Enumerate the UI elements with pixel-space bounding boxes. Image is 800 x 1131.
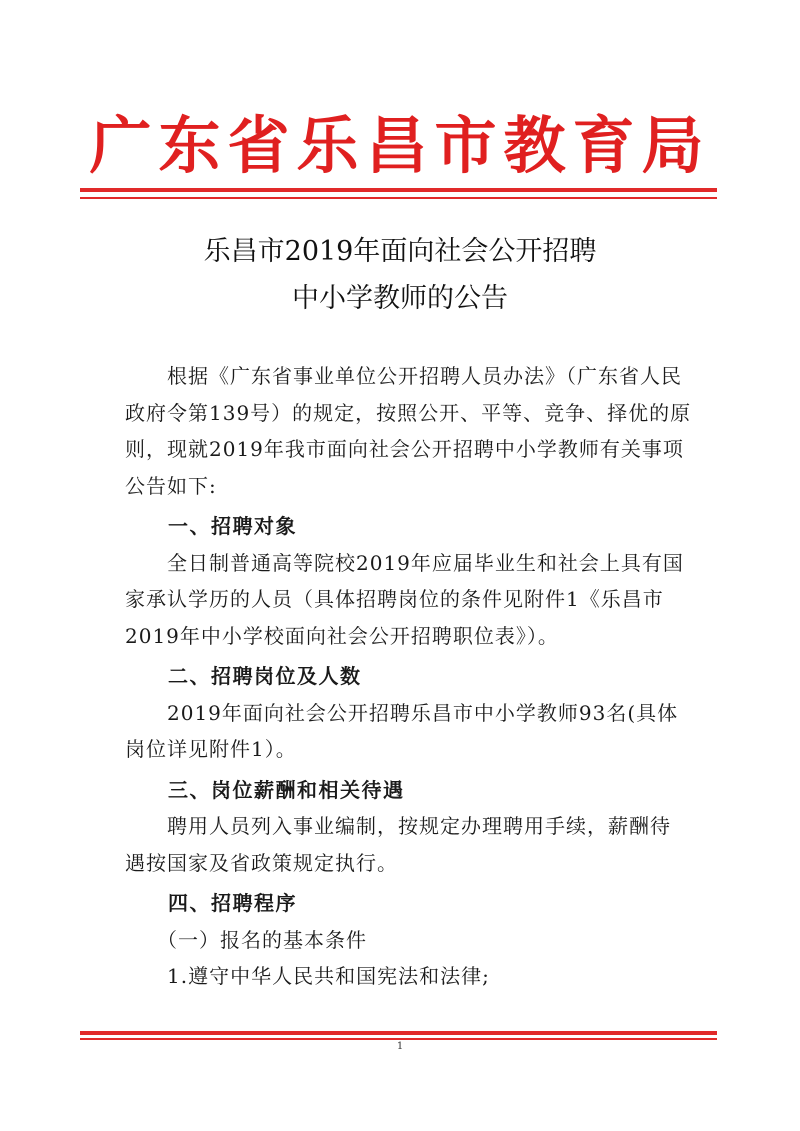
section-heading-recruitment-targets: 一、招聘对象 [125, 514, 297, 538]
org-letterhead-title: 广东省乐昌市教育局 [89, 109, 711, 182]
page-number: 1 [396, 1041, 404, 1052]
document-title-line-1: 乐昌市2019年面向社会公开招聘 [203, 236, 597, 267]
section-heading-recruitment-procedure: 四、招聘程序 [125, 891, 297, 915]
section-heading-salary-and-benefits: 三、岗位薪酬和相关待遇 [125, 777, 405, 802]
section3-line-1: 聘用人员列入事业编制，按规定办理聘用手续，薪酬待 [125, 814, 671, 838]
section-heading-positions-and-numbers: 二、招聘岗位及人数 [125, 664, 362, 688]
footer-rule-thin [80, 1038, 717, 1040]
section1-line-1: 全日制普通高等院校2019年应届毕业生和社会上具有国 [125, 550, 684, 575]
document-title-line-2: 中小学教师的公告 [292, 283, 508, 314]
section1-line-3: 2019年中小学校面向社会公开招聘职位表》）。 [125, 623, 559, 648]
subsection-heading-basic-conditions: （一）报名的基本条件 [125, 927, 367, 952]
intro-line-4: 公告如下: [125, 473, 217, 498]
footer-rule-thick [80, 1031, 717, 1035]
letterhead-rule-thick [80, 188, 717, 192]
intro-line-2: 政府令第139号）的规定，按照公开、平等、竞争、择优的原 [125, 400, 692, 425]
section1-line-2: 家承认学历的人员（具体招聘岗位的条件见附件1《乐昌市 [125, 587, 664, 611]
intro-line-1: 根据《广东省事业单位公开招聘人员办法》（广东省人民 [125, 364, 682, 388]
condition-item-1: 1.遵守中华人民共和国宪法和法律; [125, 964, 490, 988]
section3-line-2: 遇按国家及省政策规定执行。 [125, 850, 398, 875]
intro-line-3: 则，现就2019年我市面向社会公开招聘中小学教师有关事项 [125, 437, 684, 461]
section2-line-1: 2019年面向社会公开招聘乐昌市中小学教师93名(具体 [125, 700, 679, 725]
document-title [0, 228, 800, 322]
section2-line-2: 岗位详见附件1）。 [125, 737, 297, 761]
document-body [125, 358, 700, 995]
letterhead-rule-thin [80, 197, 717, 199]
